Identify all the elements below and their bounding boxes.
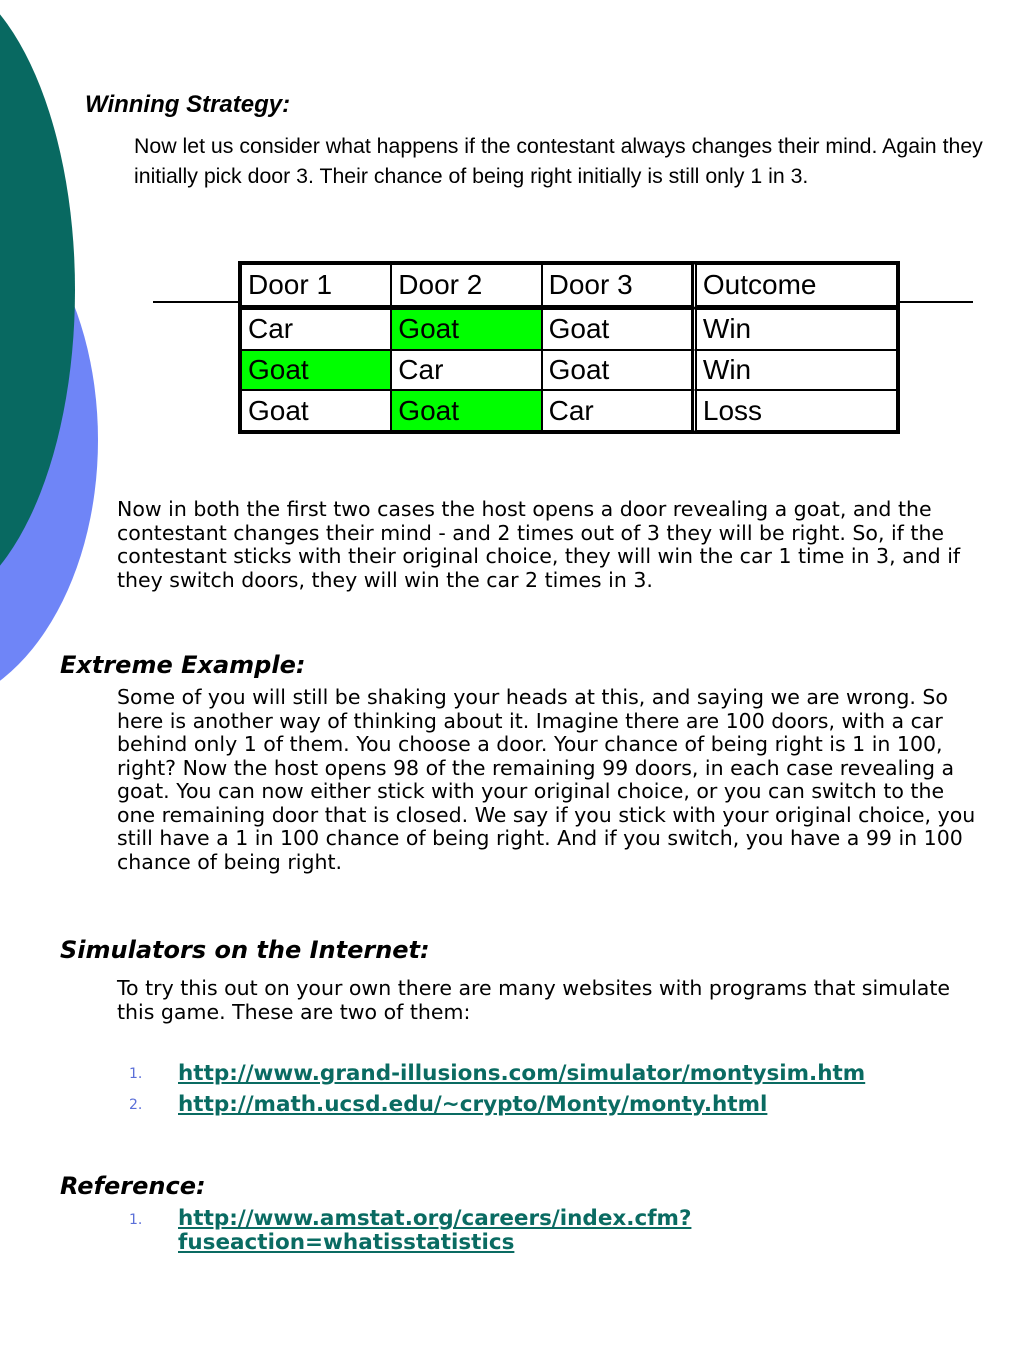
list-item bbox=[117, 1093, 917, 1117]
list-number: 2. bbox=[129, 1096, 143, 1113]
list-item bbox=[117, 1207, 967, 1254]
reference-heading: Reference: bbox=[60, 1172, 206, 1200]
table-cell: Car bbox=[391, 350, 541, 391]
simulators-heading: Simulators on the Internet: bbox=[60, 936, 430, 964]
table-header-row bbox=[241, 264, 897, 309]
table-cell: Goat bbox=[542, 309, 692, 350]
explanation-paragraph: Now in both the first two cases the host opens a door revealing a goat, and the contestant changes their mind - and 2 times out of 3 they will be right. So, if the contestant sticks with their original choice, they will win the car 1 time in 3, and if they switch doors, they will win the car 2 times in 3. bbox=[117, 497, 961, 592]
header-door-2: Door 2 bbox=[391, 264, 541, 309]
table-row bbox=[241, 309, 897, 350]
table-cell-outcome: Loss bbox=[692, 390, 897, 431]
table-cell: Goat bbox=[241, 390, 391, 431]
list-number: 1. bbox=[129, 1066, 143, 1082]
table-row bbox=[241, 350, 897, 391]
list-number: 1. bbox=[129, 1212, 143, 1228]
table-cell: Car bbox=[542, 390, 692, 431]
simulators-text: To try this out on your own there are many websites with programs that simulate this game. These are two of them: bbox=[117, 976, 951, 1024]
header-door-1: Door 1 bbox=[241, 264, 391, 309]
table-cell: Car bbox=[241, 309, 391, 350]
ucsd-monty-link[interactable]: http://math.ucsd.edu/~crypto/Monty/monty.html bbox=[178, 1091, 768, 1117]
table-cell-outcome: Win bbox=[692, 350, 897, 391]
header-outcome: Outcome bbox=[692, 264, 897, 309]
table-cell-highlighted: Goat bbox=[391, 309, 541, 350]
header-door-3: Door 3 bbox=[542, 264, 692, 309]
simulator-link-list bbox=[117, 1062, 917, 1116]
reference-link-list bbox=[117, 1207, 967, 1254]
door-outcome-table bbox=[238, 261, 900, 434]
table-row bbox=[241, 390, 897, 431]
winning-strategy-intro: Now let us consider what happens if the contestant always changes their mind. Again they initially pick door 3. Their chance of being right initially is still only 1 in 3. bbox=[134, 134, 983, 188]
extreme-example-text: Some of you will still be shaking your heads at this, and saying we are wrong. So here is another way of thinking about it. Imagine there are 100 doors, with a car behind only 1 of them. You choose a door. Your chance of being right is 1 in 100, right? Now the host opens 98 of the remaining 99 doors, in each case revealing a goat. You can now either stick with your original choice, or you can switch to the one remaining door that is closed. We say if you stick with your original choice, you still have a 1 in 100 chance of being right. And if you switch, you have a 99 in 100 chance of being right. bbox=[117, 685, 976, 874]
table-cell-highlighted: Goat bbox=[391, 390, 541, 431]
table-cell: Goat bbox=[542, 350, 692, 391]
table-cell-outcome: Win bbox=[692, 309, 897, 350]
table-cell-highlighted: Goat bbox=[241, 350, 391, 391]
list-item bbox=[117, 1062, 917, 1086]
amstat-link[interactable]: http://www.amstat.org/careers/index.cfm?fuseaction=whatisstatistics bbox=[178, 1206, 692, 1255]
winning-strategy-heading: Winning Strategy: bbox=[85, 91, 291, 118]
extreme-example-heading: Extreme Example: bbox=[60, 651, 306, 679]
grand-illusions-link[interactable]: http://www.grand-illusions.com/simulator/montysim.htm bbox=[178, 1061, 866, 1086]
